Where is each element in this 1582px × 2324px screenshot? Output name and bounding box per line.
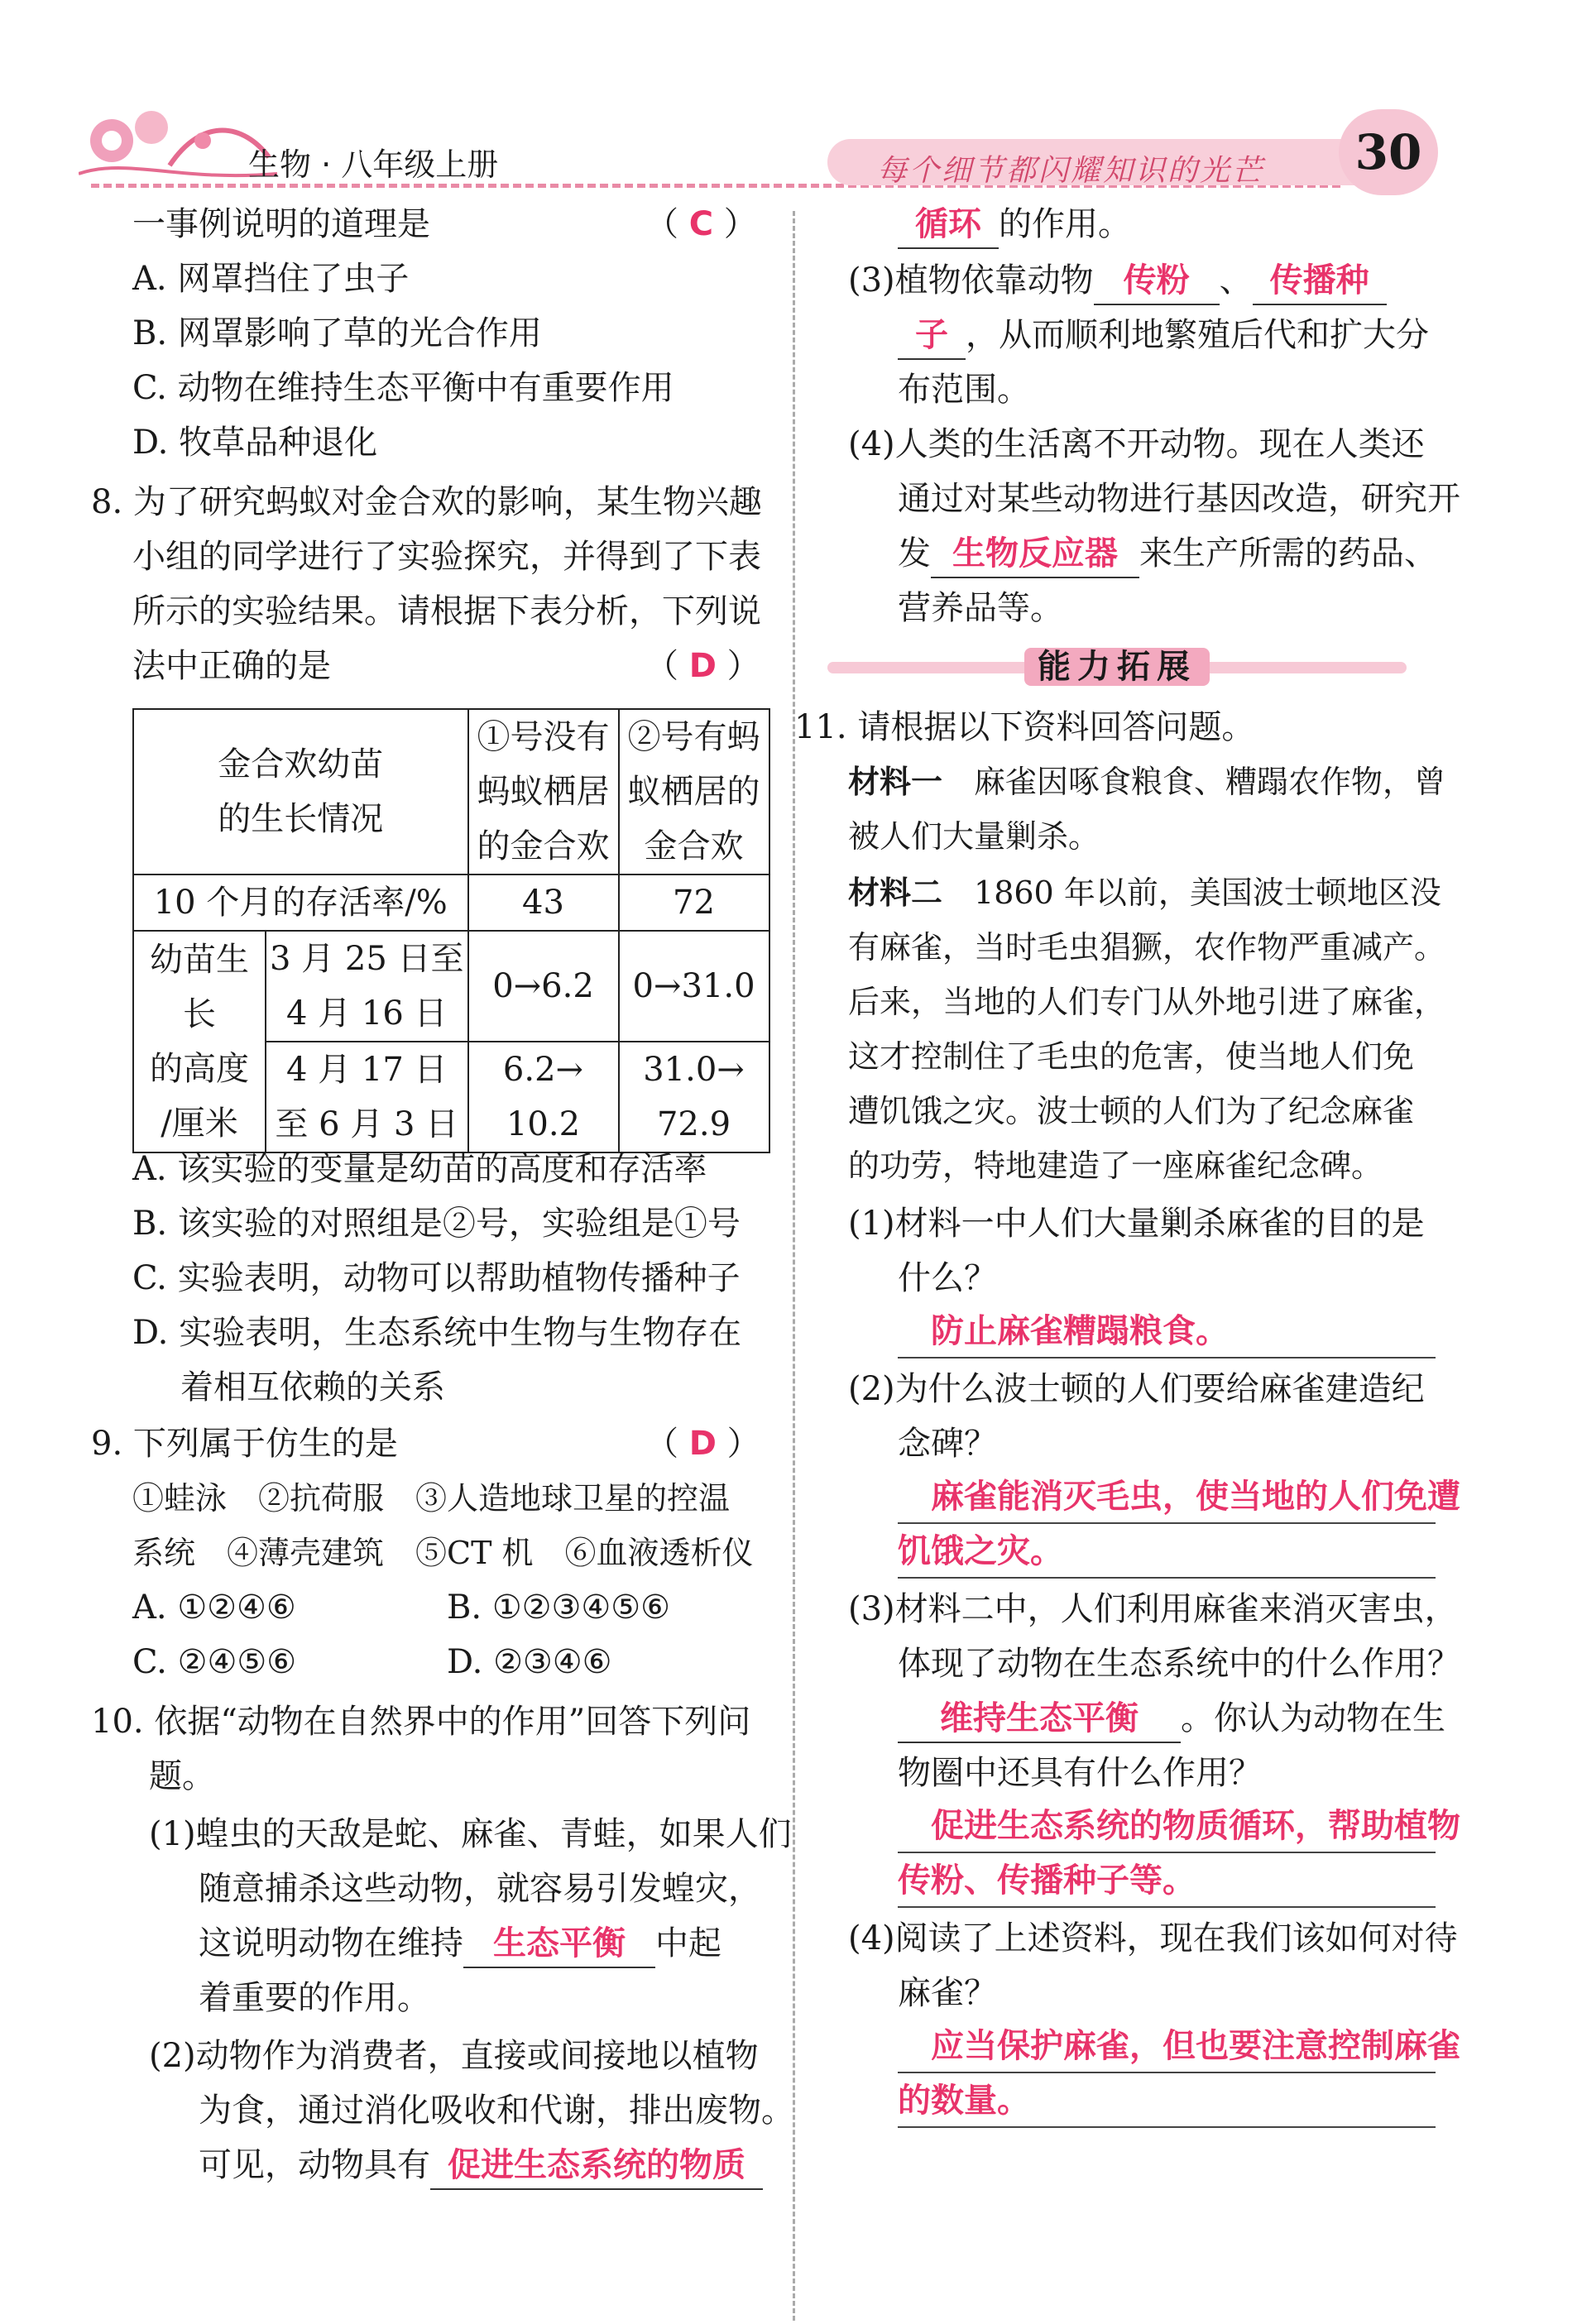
column-divider <box>793 211 795 2321</box>
height-value: 0→6.2 <box>468 931 619 1042</box>
q11-sub3: 物圈中还具有什么作用？ <box>898 1754 1262 1792</box>
q8-option-a: A. 该实验的变量是幼苗的高度和存活率 <box>132 1150 707 1188</box>
q10-part4: 营养品等。 <box>898 589 1063 627</box>
height-label: 的高度 <box>150 1050 249 1088</box>
q10-part2: 为食，通过消化吸收和代谢，排出废物。 <box>199 2092 794 2130</box>
period-label: 4 月 17 日 <box>286 1051 448 1089</box>
section-title <box>827 644 1407 693</box>
q10-part2-text: 可见，动物具有 <box>199 2146 430 2184</box>
q10-part2-end: 的作用。 <box>999 205 1131 243</box>
q10-part4-text: 来生产所需的药品、 <box>1139 534 1437 573</box>
q10-part2: (2)动物作为消费者，直接或间接地以植物 <box>149 2037 759 2075</box>
q9-items: ①蛙泳 ②抗荷服 ③人造地球卫星的控温 <box>132 1480 731 1517</box>
q7-answer: C <box>688 205 714 243</box>
q8-stem-line: 8. 为了研究蚂蚁对金合欢的影响，某生物兴趣 <box>91 483 762 521</box>
q8-stem-line: 法中正确的是 <box>132 647 331 685</box>
q10-part1-text: 中起 <box>655 1924 721 1962</box>
q10-part2-blank-cont <box>898 201 999 249</box>
table-col1-head: 蚂蚁栖居 <box>477 773 610 811</box>
material-2-text: 后来，当地的人们专门从外地引进了麻雀， <box>848 984 1446 1020</box>
survival-label: 10 个月的存活率/% <box>133 874 468 931</box>
material-1-text: 麻雀因啄食粮食、糟蹋农作物，曾 <box>974 764 1446 800</box>
q10-part2-answer: 促进生态系统的物质 <box>448 2146 745 2184</box>
q10-part4-answer: 生物反应器 <box>952 534 1118 573</box>
table-head-label: 的生长情况 <box>218 800 384 838</box>
book-subject: 生物 · 八年级上册 <box>248 146 499 183</box>
q10-part3-blank <box>1253 257 1387 305</box>
height-value: 31.0→ <box>643 1051 745 1089</box>
survival-value: 72 <box>619 874 769 931</box>
q8-answer-paren: （ D ） <box>645 647 760 685</box>
q10-part2-answer-cont: 循环 <box>915 205 981 243</box>
q11-sub1: 什么？ <box>898 1259 997 1297</box>
q10-part4-blank <box>931 530 1139 578</box>
q8-option-d-cont: 着相互依赖的关系 <box>180 1368 445 1406</box>
material-1-label: 材料一 <box>848 764 943 800</box>
q11-sub4: 麻雀？ <box>898 1974 997 2012</box>
q7-stem-end: 一事例说明的道理是 <box>132 205 430 243</box>
q10-part1: (1)蝗虫的天敌是蛇、麻雀、青蛙，如果人们 <box>149 1815 792 1853</box>
q10-part4-line <box>898 526 1437 581</box>
height-value: 72.9 <box>656 1105 731 1143</box>
period-label: 至 6 月 3 日 <box>275 1105 459 1143</box>
section-title-text: 能力拓展 <box>1024 648 1210 686</box>
q10-part3-blank <box>1094 257 1220 305</box>
q11-sub3-blank-line <box>898 1691 1445 1746</box>
material-2-text: 遭饥饿之灾。波士顿的人们为了纪念麻雀 <box>848 1093 1415 1129</box>
q11-sub2: 念碑？ <box>898 1425 997 1463</box>
q11-stem: 11. 请根据以下资料回答问题。 <box>794 708 1255 746</box>
q10-part3-line <box>848 253 1387 308</box>
q10-part3-line <box>898 308 1429 362</box>
table-col2-head: 金合欢 <box>644 827 744 865</box>
q11-sub3: 体现了动物在生态系统中的什么作用？ <box>898 1645 1460 1683</box>
q11-sub4: (4)阅读了上述资料，现在我们该如何对待 <box>848 1919 1458 1957</box>
q10-part2-cont <box>898 197 1131 252</box>
q7-option-a: A. 网罩挡住了虫子 <box>132 260 410 298</box>
q11-sub4-answer: 应当保护麻雀，但也要注意控制麻雀 <box>931 2027 1460 2065</box>
height-label: 幼苗生长 <box>150 941 249 1033</box>
q10-part4-text: 发 <box>898 534 931 573</box>
q10-part3-text: (3)植物依靠动物 <box>848 261 1094 299</box>
q11-sub2-answer-line <box>898 1526 1436 1579</box>
q9-option-a: A. ①②④⑥ <box>132 1588 296 1627</box>
q8-answer: D <box>688 647 717 685</box>
table-col2-head: ②号有蚂 <box>627 718 760 756</box>
q10-part2-blank-line <box>199 2138 763 2192</box>
material-2-text: 这才控制住了毛虫的危害，使当地人们免 <box>848 1038 1415 1075</box>
material-2-text: 有麻雀，当时毛虫猖獗，农作物严重减产。 <box>848 929 1446 966</box>
q11-sub2: (2)为什么波士顿的人们要给麻雀建造纪 <box>848 1370 1425 1408</box>
q8-option-c: C. 实验表明，动物可以帮助植物传播种子 <box>132 1259 741 1297</box>
q11-sub3-blank <box>898 1695 1181 1743</box>
height-value: 10.2 <box>506 1105 581 1143</box>
q11-sub4-answer: 的数量。 <box>898 2082 1030 2120</box>
q10-part1: 着重要的作用。 <box>199 1979 430 2017</box>
q10-part1: 随意捕杀这些动物，就容易引发蝗灾， <box>199 1870 761 1908</box>
q11-sub2-answer: 饥饿之灾。 <box>898 1532 1063 1570</box>
q11-sub1: (1)材料一中人们大量剿杀麻雀的目的是 <box>848 1205 1425 1243</box>
material-2-text: 的功劳，特地建造了一座麻雀纪念碑。 <box>848 1148 1383 1184</box>
table-col1-head: 的金合欢 <box>477 827 610 865</box>
q11-sub3: (3)材料二中，人们利用麻雀来消灭害虫， <box>848 1590 1458 1628</box>
q11-material-2 <box>848 865 1441 920</box>
height-value: 0→31.0 <box>619 931 769 1042</box>
q10-part3-answer: 子 <box>915 316 948 354</box>
q9-option-c: C. ②④⑤⑥ <box>132 1643 297 1681</box>
header-slogan: 每个细节都闪耀知识的光芒 <box>877 154 1265 188</box>
q10-part4: 通过对某些动物进行基因改造，研究开 <box>898 480 1460 518</box>
q9-answer-paren: （ D ） <box>645 1425 760 1463</box>
q11-sub2-answer-line <box>898 1471 1460 1524</box>
q11-sub2-answer: 麻雀能消灭毛虫，使当地的人们免遭 <box>931 1478 1460 1516</box>
q10-stem: 10. 依据“动物在自然界中的作用”回答下列问 <box>91 1703 751 1741</box>
experiment-table <box>132 708 770 1153</box>
q11-sub3-answer-line <box>898 1800 1460 1853</box>
period-label: 4 月 16 日 <box>286 994 448 1033</box>
q8-stem-line: 小组的同学进行了实验探究，并得到了下表 <box>132 538 761 576</box>
q7-answer-paren: （ C ） <box>645 205 757 243</box>
q10-part3-answer: 传粉 <box>1123 261 1190 299</box>
q11-sub3-answer2: 促进生态系统的物质循环，帮助植物 <box>931 1807 1460 1845</box>
material-2-label: 材料二 <box>848 874 943 911</box>
q10-part3-text: 布范围。 <box>898 371 1030 409</box>
page-number: 30 <box>1339 109 1438 195</box>
q7-option-d: D. 牧草品种退化 <box>132 424 378 462</box>
q8-option-b: B. 该实验的对照组是②号，实验组是①号 <box>132 1205 741 1243</box>
q10-stem: 题。 <box>149 1757 215 1795</box>
q11-material-1 <box>848 755 1445 809</box>
height-label: /厘米 <box>161 1104 238 1143</box>
table-head-label: 金合欢幼苗 <box>218 745 384 783</box>
q10-part1-answer: 生态平衡 <box>493 1924 626 1962</box>
material-2-text: 1860 年以前，美国波士顿地区没 <box>974 874 1441 911</box>
q10-part4: (4)人类的生活离不开动物。现在人类还 <box>848 425 1425 463</box>
q11-sub3-answer2: 传粉、传播种子等。 <box>898 1862 1196 1900</box>
q9-option-d: D. ②③④⑥ <box>447 1643 612 1681</box>
q10-part1-text: 这说明动物在维持 <box>199 1924 463 1962</box>
q11-sub3-text: 。你认为动物在生 <box>1181 1699 1445 1737</box>
q10-part3-answer: 传播种 <box>1269 261 1369 299</box>
q9-stem: 9. 下列属于仿生的是 <box>91 1425 398 1463</box>
height-value: 6.2→ <box>502 1051 584 1089</box>
q10-part2-blank <box>430 2142 763 2190</box>
q10-part3-text: ，从而顺利地繁殖后代和扩大分 <box>966 316 1429 354</box>
page-header <box>0 0 1582 199</box>
q11-sub1-answer: 防止麻雀糟蹋粮食。 <box>931 1312 1229 1350</box>
survival-value: 43 <box>468 874 619 931</box>
q9-option-b: B. ①②③④⑤⑥ <box>447 1588 670 1627</box>
period-label: 3 月 25 日至 <box>270 940 464 978</box>
q11-sub4-answer-line <box>898 2075 1436 2128</box>
q10-part1-blank <box>463 1920 655 1968</box>
q11-sub3-answer-line <box>898 1855 1436 1908</box>
q10-part3-sep: 、 <box>1219 261 1253 299</box>
q7-option-b: B. 网罩影响了草的光合作用 <box>132 314 542 352</box>
q8-option-d: D. 实验表明，生态系统中生物与生物存在 <box>132 1314 742 1352</box>
q10-part1-blank-line <box>199 1916 721 1971</box>
q11-sub4-answer-line <box>898 2020 1460 2073</box>
q11-sub1-answer-line <box>898 1306 1436 1358</box>
q10-part3-blank <box>898 312 966 360</box>
q7-option-c: C. 动物在维持生态平衡中有重要作用 <box>132 369 674 407</box>
material-1-text: 被人们大量剿杀。 <box>848 818 1100 855</box>
flower-ornament-icon <box>79 91 277 190</box>
q8-stem-line: 所示的实验结果。请根据下表分析，下列说 <box>132 592 761 630</box>
q9-answer: D <box>688 1425 717 1463</box>
q9-items: 系统 ④薄壳建筑 ⑤CT 机 ⑥血液透析仪 <box>132 1535 754 1571</box>
table-col2-head: 蚁栖居的 <box>627 773 760 811</box>
table-col1-head: ①号没有 <box>477 718 610 756</box>
q11-sub3-answer: 维持生态平衡 <box>940 1699 1139 1737</box>
